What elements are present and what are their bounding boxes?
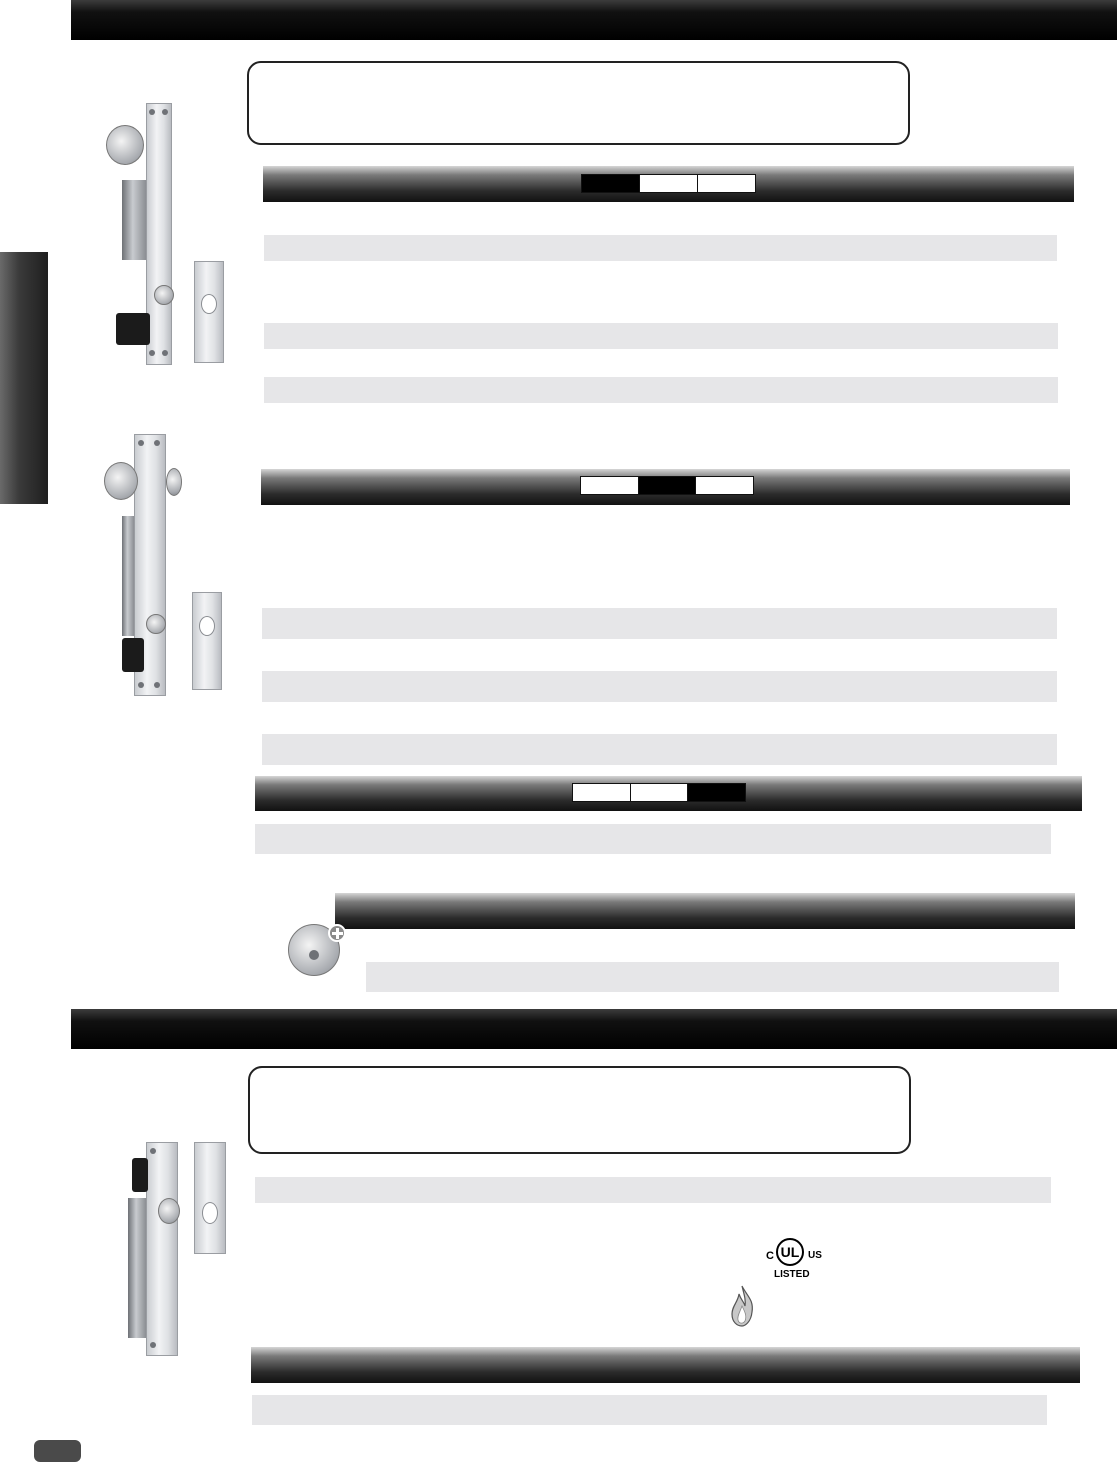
section-header-bar-top (71, 0, 1117, 40)
model-selector-3[interactable] (572, 783, 746, 802)
model-option-1[interactable] (573, 784, 631, 801)
spec-row (262, 734, 1057, 765)
option-bar (335, 893, 1075, 929)
spec-row (255, 824, 1051, 854)
spec-row (264, 377, 1058, 403)
side-chapter-tab (0, 252, 48, 504)
flame-icon (727, 1284, 757, 1328)
model-option-1[interactable] (582, 175, 640, 192)
model-option-2[interactable] (639, 477, 697, 494)
model-option-2[interactable] (640, 175, 698, 192)
product-bar-4 (251, 1347, 1080, 1383)
model-option-1[interactable] (581, 477, 639, 494)
model-option-3[interactable] (688, 784, 745, 801)
section-header-bar-bottom (71, 1009, 1117, 1049)
page-number-tab (34, 1440, 81, 1462)
spec-row (262, 608, 1057, 639)
spec-row (255, 1177, 1051, 1203)
spec-row (264, 235, 1057, 261)
description-callout-2 (248, 1066, 911, 1154)
model-option-2[interactable] (631, 784, 689, 801)
product-image-3 (122, 1138, 232, 1360)
model-option-3[interactable] (698, 175, 755, 192)
ul-listed-icon (764, 1236, 828, 1282)
spec-row (252, 1395, 1047, 1425)
ul-listed-label: LISTED (774, 1269, 810, 1280)
model-selector-2[interactable] (580, 476, 754, 495)
description-callout-1 (247, 61, 910, 145)
spec-row (366, 962, 1059, 992)
ul-c-label: C (766, 1250, 774, 1262)
ul-mark: UL (780, 1244, 800, 1260)
ul-us-label: US (808, 1250, 822, 1261)
model-selector-1[interactable] (581, 174, 756, 193)
product-image-1 (98, 95, 246, 377)
spec-row (262, 671, 1057, 702)
product-image-2 (94, 426, 242, 702)
spec-row (264, 323, 1058, 349)
model-option-3[interactable] (696, 477, 753, 494)
cylinder-plus-icon (284, 918, 350, 980)
